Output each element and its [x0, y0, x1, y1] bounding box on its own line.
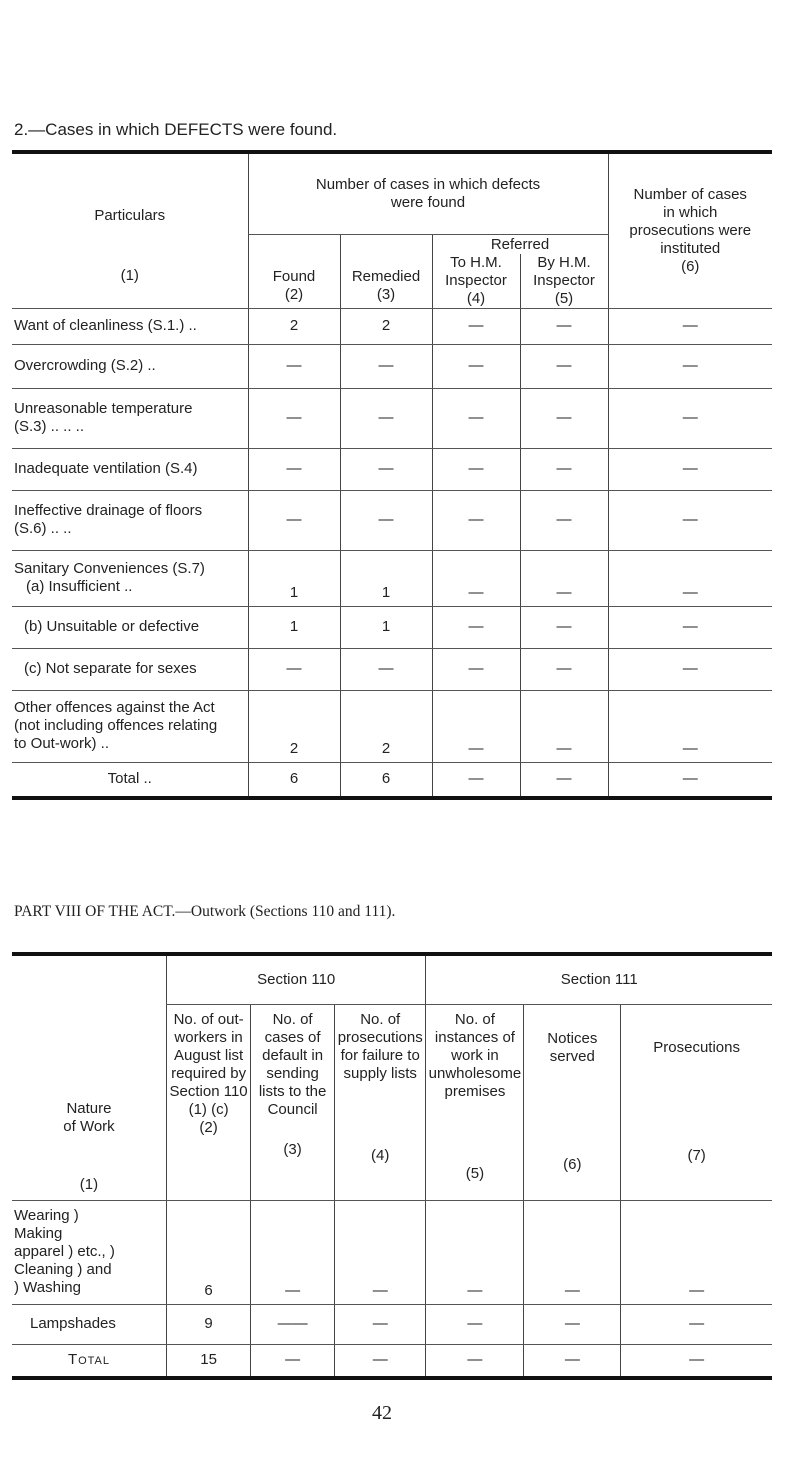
- instances-header: [426, 1004, 524, 1200]
- prosecutions-cell: —: [608, 448, 772, 490]
- to-hm-cell: —: [432, 388, 520, 448]
- prosecutions-total: —: [608, 762, 772, 798]
- total-row: [12, 1344, 772, 1378]
- table-row: [12, 344, 772, 388]
- remedied-cell: —: [340, 648, 432, 690]
- found-header: [248, 234, 340, 308]
- table-row: [12, 490, 772, 550]
- prosecutions-cell: —: [608, 344, 772, 388]
- by-hm-cell: —: [520, 690, 608, 762]
- table-row: [12, 1304, 772, 1344]
- by-hm-cell: —: [520, 308, 608, 344]
- table-row: [12, 606, 772, 648]
- table-row: [12, 550, 772, 606]
- particulars-header: [12, 152, 248, 308]
- outwork-heading: PART VIII OF THE ACT.—Outwork (Sections 110 and 111).: [14, 903, 396, 920]
- table-row: [12, 1200, 772, 1304]
- default-label: No. of cases of default in sending lists to the Council: [258, 1010, 327, 1118]
- prosecutions-cell: —: [608, 308, 772, 344]
- by-hm-col-num: (5): [554, 289, 574, 307]
- notices-cell: —: [524, 1200, 621, 1304]
- remedied-cell: 1: [340, 606, 432, 648]
- row-label: [12, 550, 248, 606]
- referred-label: Referred: [490, 235, 550, 253]
- instances-col-num: (5): [465, 1164, 485, 1182]
- to-hm-cell: —: [432, 308, 520, 344]
- nature-label: Nature of Work: [63, 1099, 115, 1135]
- notices-total: —: [524, 1344, 621, 1378]
- found-cell: —: [248, 344, 340, 388]
- outworkers-col-num: (2): [199, 1118, 218, 1136]
- remedied-cell: 2: [340, 308, 432, 344]
- prosecutions-cell: —: [608, 606, 772, 648]
- outworkers-total: 15: [166, 1344, 250, 1378]
- to-hm-cell: —: [432, 648, 520, 690]
- to-hm-total: —: [432, 762, 520, 798]
- total-label: Total: [12, 1344, 166, 1378]
- by-hm-header: [520, 254, 608, 308]
- table-row: [12, 648, 772, 690]
- prosecutions-110-cell: —: [334, 1304, 426, 1344]
- row-label: Unreasonable temperature (S.3) .. .. ..: [12, 388, 248, 448]
- outworkers-cell: 6: [166, 1200, 250, 1304]
- found-cell: 1: [248, 606, 340, 648]
- by-hm-cell: —: [520, 448, 608, 490]
- total-label: Total ..: [12, 762, 248, 798]
- prosecutions-cell: —: [608, 490, 772, 550]
- default-cell: ——: [251, 1304, 335, 1344]
- notices-label: Notices served: [547, 1030, 598, 1065]
- default-cell: —: [251, 1200, 335, 1304]
- prosecutions-111-total: —: [621, 1344, 772, 1378]
- prosecutions-111-header: [621, 1004, 772, 1200]
- prosecutions-cell: —: [608, 648, 772, 690]
- found-cell: —: [248, 648, 340, 690]
- row-label: (b) Unsuitable or defective: [12, 606, 248, 648]
- outwork-table: [12, 952, 772, 1380]
- found-label: Found: [272, 267, 316, 285]
- instances-cell: —: [426, 1304, 524, 1344]
- prosecutions-110-cell: —: [334, 1200, 426, 1304]
- row-label: Lampshades: [12, 1304, 166, 1344]
- outworkers-cell: 9: [166, 1304, 250, 1344]
- remedied-header: [340, 234, 432, 308]
- row-sublabel: (a) Insufficient ..: [26, 578, 133, 595]
- row-label: Want of cleanliness (S.1.) ..: [12, 308, 248, 344]
- found-cell: —: [248, 448, 340, 490]
- prosecutions-header: [608, 152, 772, 308]
- by-hm-total: —: [520, 762, 608, 798]
- page-number: 42: [372, 1402, 392, 1424]
- remedied-cell: —: [340, 448, 432, 490]
- prosecutions-111-label: Prosecutions: [653, 1039, 740, 1056]
- remedied-col-num: (3): [376, 285, 396, 303]
- by-hm-cell: —: [520, 490, 608, 550]
- remedied-cell: —: [340, 388, 432, 448]
- prosecutions-label: Number of cases in which prosecutions were instituted: [629, 185, 752, 257]
- found-cell: 2: [248, 690, 340, 762]
- notices-header: [524, 1004, 621, 1200]
- nature-header: [12, 954, 166, 1200]
- defects-heading: 2.—Cases in which DEFECTS were found.: [14, 120, 338, 139]
- section-111-header: Section 111: [426, 954, 772, 1004]
- default-header: [251, 1004, 335, 1200]
- to-hm-label: To H.M. Inspector: [445, 253, 507, 289]
- default-col-num: (3): [283, 1140, 302, 1158]
- defects-group-header: Number of cases in which defects were found: [248, 152, 608, 234]
- row-label: Other offences against the Act (not including offences relating to Out-work) ..: [12, 690, 248, 762]
- by-hm-cell: —: [520, 388, 608, 448]
- instances-label: No. of instances of work in unwholesome premises: [428, 1010, 522, 1100]
- prosecutions-cell: —: [608, 388, 772, 448]
- found-total: 6: [248, 762, 340, 798]
- table-row: [12, 448, 772, 490]
- found-col-num: (2): [284, 285, 304, 303]
- particulars-col-num: (1): [120, 266, 139, 284]
- to-hm-cell: —: [432, 448, 520, 490]
- to-hm-cell: —: [432, 490, 520, 550]
- outworkers-label: No. of out-workers in August list required by Section 110 (1) (c): [169, 1010, 248, 1118]
- table-row: [12, 308, 772, 344]
- row-label: Wearing ) Making apparel ) etc., ) Cleaning ) and ) Washing: [12, 1200, 166, 1304]
- remedied-cell: —: [340, 344, 432, 388]
- remedied-cell: 1: [340, 550, 432, 606]
- to-hm-cell: —: [432, 606, 520, 648]
- by-hm-label: By H.M. Inspector: [533, 253, 595, 289]
- instances-total: —: [426, 1344, 524, 1378]
- found-cell: 2: [248, 308, 340, 344]
- notices-col-num: (6): [563, 1156, 582, 1173]
- prosecutions-cell: —: [608, 550, 772, 606]
- remedied-label: Remedied: [351, 267, 421, 285]
- instances-cell: —: [426, 1200, 524, 1304]
- to-hm-col-num: (4): [466, 289, 486, 307]
- prosecutions-110-total: —: [334, 1344, 426, 1378]
- prosecutions-cell: —: [608, 690, 772, 762]
- row-label: Overcrowding (S.2) ..: [12, 344, 248, 388]
- row-label: Inadequate ventilation (S.4): [12, 448, 248, 490]
- defects-table: [12, 150, 772, 800]
- prosecutions-110-label: No. of prosecutions for failure to supply lists: [337, 1010, 423, 1082]
- prosecutions-110-col-num: (4): [371, 1146, 390, 1164]
- to-hm-cell: —: [432, 550, 520, 606]
- by-hm-cell: —: [520, 550, 608, 606]
- prosecutions-111-cell: —: [621, 1304, 772, 1344]
- to-hm-cell: —: [432, 690, 520, 762]
- outworkers-header: [166, 1004, 250, 1200]
- to-hm-cell: —: [432, 344, 520, 388]
- prosecutions-111-col-num: (7): [687, 1147, 706, 1164]
- by-hm-cell: —: [520, 606, 608, 648]
- remedied-total: 6: [340, 762, 432, 798]
- by-hm-cell: —: [520, 344, 608, 388]
- prosecutions-110-header: [334, 1004, 426, 1200]
- particulars-label: Particulars: [94, 206, 166, 224]
- found-cell: —: [248, 388, 340, 448]
- default-total: —: [251, 1344, 335, 1378]
- prosecutions-111-cell: —: [621, 1200, 772, 1304]
- prosecutions-col-num: (6): [681, 257, 700, 275]
- found-cell: —: [248, 490, 340, 550]
- by-hm-cell: —: [520, 648, 608, 690]
- remedied-cell: —: [340, 490, 432, 550]
- row-label: (c) Not separate for sexes: [12, 648, 248, 690]
- table-row: [12, 388, 772, 448]
- nature-col-num: (1): [79, 1175, 99, 1193]
- notices-cell: —: [524, 1304, 621, 1344]
- row-label: Ineffective drainage of floors (S.6) .. ..: [12, 490, 248, 550]
- total-row: [12, 762, 772, 798]
- sanitary-heading: Sanitary Conveniences (S.7): [14, 560, 205, 577]
- remedied-cell: 2: [340, 690, 432, 762]
- to-hm-header: [433, 254, 520, 308]
- section-110-header: Section 110: [166, 954, 426, 1004]
- referred-header: [432, 234, 608, 308]
- table-row: [12, 690, 772, 762]
- found-cell: 1: [248, 550, 340, 606]
